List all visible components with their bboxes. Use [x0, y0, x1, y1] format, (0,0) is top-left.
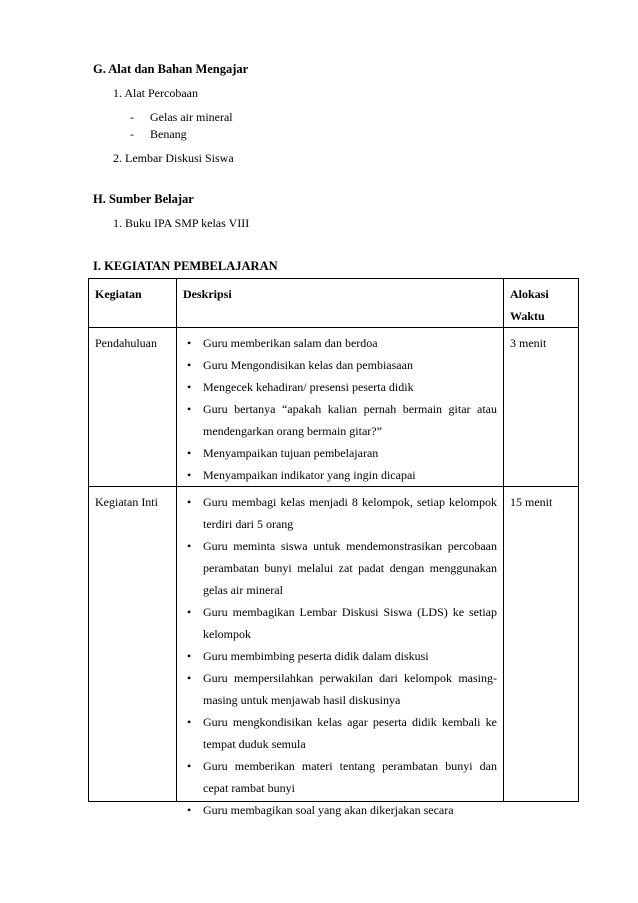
list-item: • Guru meminta siswa untuk mendemonstrasikan percobaan perambatan bunyi melalui zat padat dengan menggunakan gelas air mineral	[183, 535, 497, 601]
section-g-subitem-1	[130, 110, 233, 125]
section-g-item-2: 2. Lembar Diskusi Siswa	[113, 151, 234, 165]
section-g-heading: G. Alat dan Bahan Mengajar	[93, 62, 249, 76]
header-deskripsi: Deskripsi	[177, 279, 504, 328]
header-alokasi-waktu: Alokasi Waktu	[504, 279, 579, 328]
cell-deskripsi	[177, 328, 504, 487]
cell-kegiatan: Kegiatan Inti	[89, 487, 177, 802]
cell-waktu: 3 menit	[504, 328, 579, 487]
activity-table	[88, 278, 579, 817]
list-item: • Menyampaikan indikator yang ingin dicapai	[183, 464, 497, 486]
subitem-text: Gelas air mineral	[150, 110, 233, 124]
section-i-heading: I. KEGIATAN PEMBELAJARAN	[93, 259, 278, 273]
list-item: • Guru bertanya “apakah kalian pernah bermain gitar atau mendengarkan orang bermain gitar?”	[183, 398, 497, 442]
list-item: • Mengecek kehadiran/ presensi peserta didik	[183, 376, 497, 398]
list-item: • Guru memberikan materi tentang perambatan bunyi dan cepat rambat bunyi	[183, 755, 497, 799]
list-item: • Guru membagikan Lembar Diskusi Siswa (LDS) ke setiap kelompok	[183, 601, 497, 645]
list-item: • Guru membagi kelas menjadi 8 kelompok, setiap kelompok terdiri dari 5 orang	[183, 491, 497, 535]
dash-marker: -	[130, 110, 134, 124]
table-row	[89, 487, 579, 802]
cell-waktu: 15 menit	[504, 487, 579, 802]
list-item: • Guru mengkondisikan kelas agar peserta didik kembali ke tempat duduk semula	[183, 711, 497, 755]
section-h-heading: H. Sumber Belajar	[93, 192, 194, 206]
table-row	[89, 328, 579, 487]
header-kegiatan: Kegiatan	[89, 279, 177, 328]
activity-list-wrapper	[183, 491, 497, 817]
cell-deskripsi	[177, 487, 504, 817]
list-item: • Menyampaikan tujuan pembelajaran	[183, 442, 497, 464]
section-g-item-1: 1. Alat Percobaan	[113, 86, 198, 100]
activity-list	[183, 491, 497, 821]
list-item: • Guru membimbing peserta didik dalam diskusi	[183, 645, 497, 667]
list-item: • Guru Mengondisikan kelas dan pembiasaan	[183, 354, 497, 376]
section-h-item-1: 1. Buku IPA SMP kelas VIII	[113, 216, 250, 230]
subitem-text: Benang	[150, 127, 187, 141]
activity-list	[183, 332, 497, 486]
table-header-row	[89, 279, 579, 328]
list-item: • Guru memberikan salam dan berdoa	[183, 332, 497, 354]
cell-kegiatan: Pendahuluan	[89, 328, 177, 487]
section-g-subitem-2	[130, 127, 187, 142]
list-item: • Guru membagikan soal yang akan dikerjakan secara	[183, 799, 497, 821]
dash-marker: -	[130, 127, 134, 141]
list-item: • Guru mempersilahkan perwakilan dari kelompok masing-masing untuk menjawab hasil diskusinya	[183, 667, 497, 711]
